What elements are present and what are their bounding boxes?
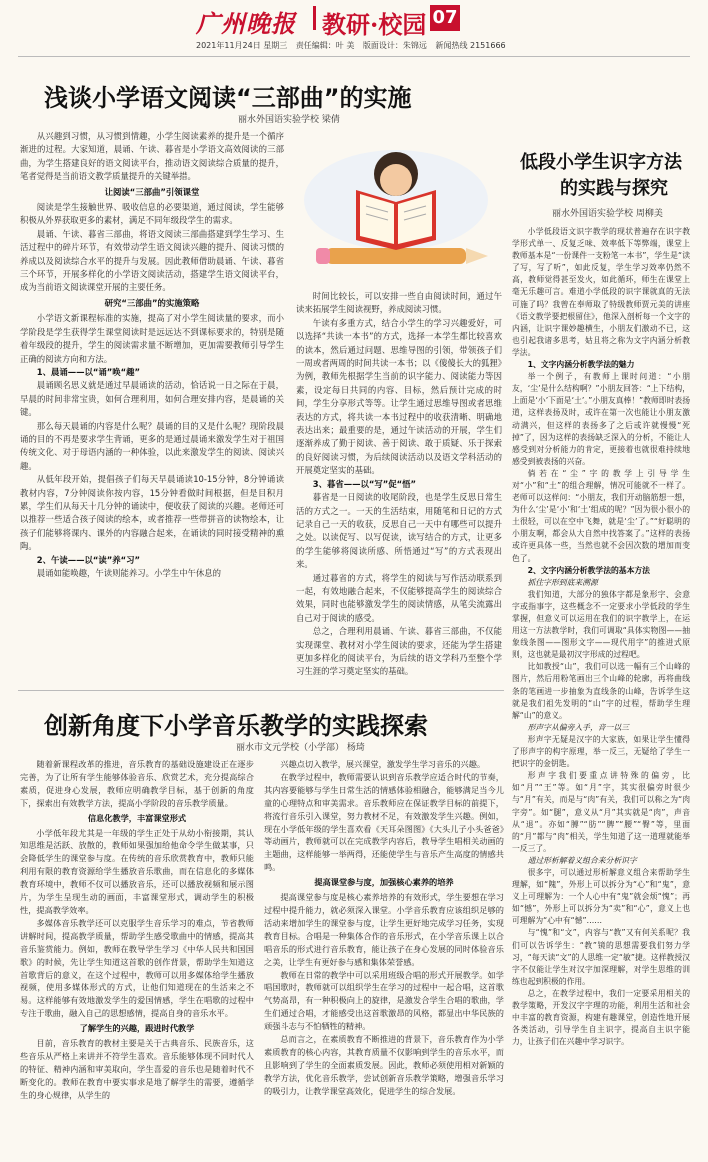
subheading: 研究“三部曲”的实施策略: [104, 297, 200, 308]
method-label: 通过形析解着义组合来分析识字: [527, 855, 637, 865]
paragraph: 小学语文新课程标准的实施，提高了对小学生阅读量的要求，而小学阶段是学生获得学生课堂阅读时是远远达不到课标要求的，特别是随着年级段的提升，学生的阅读需求量不断增加，更加需要教师引导学生正确的阅读方向和方法。: [20, 313, 284, 364]
paragraph: 晨诵顾名思义就是通过早晨诵读的活动，恰话说一日之际在于晨，早晨的时间非常宝贵，如何合理利用，如何合理安排内容，是晨诵的关键。: [20, 380, 284, 418]
paragraph: 举一个例子，有教师上课时问道：“小朋友，‘尘’是什么结构啊？”小朋友回答：“上下结构，上面是‘小’下面是‘土’。”小朋友真棒！”教师即时表扬道，这样表扬及时，或许在第一次也能让小朋友激动满兴，但这样的表扬多了之后或许就慢慢“死掉”了，因为这样的表扬缺乏深入的分析，不能让人感受到对分析能力的肯定，更接着也就很难持续地感受到被表扬的兴奋。: [512, 372, 690, 466]
paragraph: 教师在日常的教学中可以采用班级合唱的形式开展教学。如学唱国歌时，教师就可以组织学生在学习的过程中一起合唱，这首歌气势高昂，有一种积极向上的旋律，是激发合学生合唱的歌曲，学生们通过合唱，才能感受出这首歌激昂的风格，都显出中华民族的顽强斗志与不怕牺牲的精神。: [264, 969, 504, 1032]
article3-author: 丽水外国语实验学校 周柳美: [552, 209, 663, 219]
masthead-separator: [313, 6, 316, 30]
designer-credit: 版面设计：朱锦远: [362, 41, 427, 50]
paragraph: 提高课堂参与度是核心素养培养的有效形式，学生要想在学习过程中提升能力，就必须深入课堂。小学音乐教育应该组织足够的活动来增加学生的课堂参与度，让学生更好地完成学习任务，实现教育目标。合唱是一种集体合作的音乐形式，在小学音乐课上以合唱音乐的形式进行音乐教育，能让孩子在身心发展的同时体验音乐之美，让学生有更好参与感和集体荣誉感。: [264, 892, 504, 967]
info-bar: [196, 40, 506, 54]
header-rule: [18, 56, 690, 57]
article3-column: [512, 226, 690, 1156]
paragraph: 倘若在“尘”字的教学上引导学生对“小”和“土”的组合理解，情况可能就不一样了。老师可以这样问：“小朋友，我们开动脑筋想一想，为什么‘尘’是‘小’和‘土’组成的呢？”因为很小很小的土很轻，可以在空中飞舞，就是‘尘’了。”“好聪明的小朋友啊，都会从大自然中找答案了。”这样的表扬或许更具体一些，当然也就不会因次数的增加而变色了。: [512, 468, 690, 563]
subheading: 提高课堂参与度，加强核心素养的培养: [314, 877, 454, 888]
paragraph: 晨诵如能唤趣，午读则能养习。小学生中午休息的: [36, 568, 222, 578]
paragraph: 目前，音乐教育的教材主要是关于古典音乐、民族音乐，这些音乐从严格上来讲并不符学生喜欢。音乐能够体现不同时代人的特征、精神内涵和审美取向，学生喜爱的音乐也是随着时代不断变化的。教师在教育中要实事求是地了解学生的需要，遵循学生的身心规律，从学生的: [20, 1038, 254, 1100]
paragraph: 从低年段开始，提倡孩子们每天早晨诵读10-15分钟，8分钟诵读教材内容，7分钟阅读你按内容，15分钟看做时间根据，但是目积月累，学生们从每天十几分钟的诵读中，便收获了阅读的兴趣。老师还可以推荐一些适合孩子阅读的绘本，或者推荐一些带拼音的读物绘本，让孩子们能够将课内、课外的内容融合起来，在诵读的同时接受精神的熏陶。: [20, 474, 284, 552]
subheading: 2、文字内涵分析教学法的基本方法: [527, 565, 650, 575]
page-number: 07: [430, 5, 460, 31]
paragraph: 随着新课程改革的推进，音乐教育的基础设施建设正在逐步完善，为了让所有学生能够体验音乐、欣赏艺术，充分提高综合素质，促进身心发展，教师应明确教学目标，基于创新的角度下，探索出有效教学方法，提高小学阶段的音乐教学质量。: [20, 759, 254, 808]
paragraph: 比如教授“山”，我们可以选一幅有三个山峰的图片，然后用粉笔画出三个山峰的轮廓，再将曲线条的笔画进一步抽象为直线条的山峰，告诉学生这就是我们祖先发明的“山”字的过程，帮助学生理解“山”的意义。: [512, 662, 690, 720]
article2-column-1: [20, 758, 254, 1158]
article3-title-line-1: 低段小学生识字方法: [520, 152, 682, 173]
subheading: 了解学生的兴趣，跟进时代教学: [79, 1023, 195, 1034]
paragraph: 阅读是学生接触世界、吸收信息的必要渠道，通过阅读，学生能够积极从外界获取更多的素材，满足不同年级段学生的需求。: [20, 202, 284, 226]
paragraph: 我们知道，大部分的独体字都是象形字、会意字或指事字，这些概念不一定要求小学低段的学生掌握，但意义可以运用在我们的识字教学上，在运用这一方法教学时，我们可调取“具体实物图——抽象线条图——图形文字——现代用字”的推进式原则，这也就是最初汉字形成的过程吧。: [512, 589, 690, 660]
paper-name: 广州晚报: [196, 9, 296, 38]
paragraph: 多媒体音乐教学还可以克服学生音乐学习的难点，节省教师讲解时间，提高教学质量，帮助学生感受歌曲中的情感，提高其音乐鉴赏能力。例如，教师在教导学生学习《中华人民共和国国歌》的时候，先让学生知道这首歌的创作背景，帮助学生知道这首歌背后的意义，在这个过程中，教师可以用多媒体给学生播放视频，使用多媒体形式的方式，让他们知道现在的生活来之不易。这样能够有效地激发学生的爱国情感，学生在唱歌的过程中专注于歌曲，融入自己的思想感情，提高自身的音乐水平。: [20, 917, 254, 1019]
subheading: 1、文字内涵分析教学法的魅力: [527, 360, 635, 370]
article1-column-1: [20, 130, 284, 685]
subheading: 让阅读“三部曲”引领课堂: [104, 186, 200, 197]
paragraph: 从兴趣到习惯，从习惯到情趣，小学生阅读素养的提升是一个循序渐进的过程。大家知道，晨诵、午读、暮省是小学语文高效阅读的三部曲，为学生搭建良好的语文阅读平台，推动语文阅读综合质量的提升，笔者觉得是当前语文教学质量提升的关键举措。: [20, 131, 284, 182]
reading-child-illustration: [296, 140, 496, 280]
subheading: 1、晨诵——以“诵”唤“趣”: [36, 366, 141, 377]
section-rule: [18, 690, 504, 691]
paragraph: 那么每天晨诵的内容是什么呢？晨诵的目的又是什么呢？现阶段晨诵的目的不再是要求学生背诵，更多的是通过晨诵来激发学生对于祖国传统文化、对于母语内涵的一种体验，以此来激发学生的阅读、阅读兴趣。: [20, 420, 284, 471]
paragraph: 形声字我们要重点讲特殊的偏旁，比如“月”“王”等。如“月”字，其实很偏旁时很少与“月”有关，而是与“肉”有关，我们可以称之为“肉字旁”。如“腿”，意义从“月”其实就是“肉”，声音从“退”。亦如“膊”“肪”“脾”“腰”“臀”等，里面的“月”都与“肉”相关，学生知道了这一道理就能举一反三了。: [512, 771, 690, 853]
paragraph: 小学低段语文识字教学的现状普遍存在识字教学形式单一、反复乏味、效率低下等弊端，课堂上教师基本是“一份课件一支粉笔一本书”，学生是“读了写，写了听”，如此反复，学生学习效率仍然不高，教师觉得甚至发火，如此循环，师生在课堂上毫无乐趣可言。难道小学低段的识字课就真的无法可施了吗？我曾在奉师取了特级教师贾元美的讲座《语文教学要把根留住》，他深入剖析每一个文字的内涵，让识字课妙趣横生，小朋友们激动不已，这也引起我诸多思考，姑且将之称为文字内涵分析教学法。: [512, 227, 690, 357]
subheading: 信息化教学，丰富课堂形式: [87, 812, 187, 823]
method-label: 形声字从偏旁入手，音一以三: [527, 722, 629, 732]
paragraph: 与“愧”和“文”，内容与“教”又有何关系呢？我们可以告诉学生：“教”镜的思想需要我们努力学习，“每天读“文”的人思维一定“敏”捷。这样教授汉字不仅能让学生对汉字加深理解，对学生思维的训练也起到积极的作用。: [512, 928, 690, 986]
paragraph: 总之，在教学过程中，我们一定要采用相关的教学策略，开发汉字字理的功能，利用生活和社会中丰富的教育资源，构建有趣课堂，创造性地开展各类活动，引导学生自主识字，提高自主识字能力，让孩子们在兴趣中学习识字。: [512, 988, 690, 1047]
paragraph: 通过暮省的方式，将学生的阅读与写作活动联系到一起，有效地融合起来，不仅能够提高学生的阅读综合效果，同时也能够激发学生的阅读情感，从笔尖流露出自己对于阅读的感受。: [296, 572, 502, 623]
paragraph: 在教学过程中，教师需要认识到音乐教学应适合时代的节奏，其内容要能够与学生日常生活的情感体验相融合，能够满足当今儿童的心理特点和审美需求。音乐教师应在保证教学目标的前提下，将流行音乐引入课堂，努力教材不足，有效激发学生兴趣。例如，现在小学低年级的学生喜欢看《天耳朵图图》《大头儿子小头爸爸》等动画片，教师就可以在完成教学内容后，教导学生唱相关动画的主题曲，这样能够一举两得，还能使学生与音乐产生高度的情感共鸣。: [264, 771, 504, 873]
paragraph: 时间比较长，可以安排一些自由阅读时间，通过午读来拓展学生阅读视野，养成阅读习惯。: [296, 291, 502, 315]
article1-title: 浅谈小学语文阅读“三部曲”的实施: [44, 84, 412, 112]
subheading: 2、午读——以“读”养“习”: [36, 554, 141, 565]
method-label: 抓住字形到底来溯源: [527, 577, 598, 587]
article1-column-2: [296, 290, 502, 682]
article3-title-line-2: 的实践与探究: [560, 178, 668, 199]
section-name: 教研·校园: [322, 10, 427, 39]
editor-credit: 责任编辑：叶 美: [295, 41, 355, 50]
subheading: 3、暮省——以“写”促“悟”: [312, 478, 417, 489]
article1-author: 丽水外国语实验学校 梁倩: [238, 115, 340, 125]
paragraph: 午读有多重方式，结合小学生的学习兴趣爱好，可以选择“共读一本书”的方式，选择一本学生都比较喜欢的读本，然后通过问题、思维导图的引领，带领孩子们一周或者两周的时间共读一本书；以《傻傻长大的狐狸》为例，教师先根据学生当前的识字能力、阅读能力等因素，设定每日共同的内容、目标，然后预计完成的时间，学生分享形式等等。让学生通过思维导图或者思维表达的方式，将共读一本书过程中的收获清晰、明确地表达出来；最重要的是，通过午读活动的开展，学生们逐渐养成了勤于阅读、善于阅读、敢于质疑、乐于探索的良好阅读习惯，为后续阅读活动以及语文学科活动的开展奠定坚实的基础。: [296, 317, 502, 476]
issue-date: 2021年11月24日 星期三: [196, 41, 288, 50]
paragraph: 总之，合理利用晨诵、午读、暮省三部曲，不仅能实现课堂、教材对小学生阅读的要求，还能为学生搭建更加多样化的阅读平台，为后续的语文学科乃至整个学习生涯的学习奠定坚实的基础。: [296, 626, 502, 677]
paragraph: 晨诵、午读、暮省三部曲，将语文阅读三部曲搭建到学生学习、生活过程中的碎片环节，有效带动学生语文阅读兴趣的提升、阅读习惯的养成以及阅读综合水平的提升与发展。因此教师借助晨诵、午读、暮省三个环节，开展多样化的小学语文阅读活动，搭建学生语文阅读平台，成为当前语文阅读课堂开展的主要任务。: [20, 228, 284, 293]
article2-title: 创新角度下小学音乐教学的实践探索: [44, 712, 428, 740]
paragraph: 形声字无疑是汉字的大家族，如果让学生懂得了形声字的构字原理，举一反三，无疑给了学生一把识字的金钥匙。: [512, 734, 690, 769]
paragraph: 总而言之，在素质教育不断推进的背景下，音乐教育作为小学素质教育的核心内容，其教育质量不仅影响到学生的音乐水平，而且影响到了学生的全面素质发展。因此，教师必须使用相对新颖的教学方法，优化音乐教学，尝试创新音乐教学策略，增强音乐学习的吸引力，让教学课堂高效化，促进学生的综合发展。: [264, 1034, 504, 1096]
article2-column-2: [264, 758, 504, 1158]
paragraph: 暮省是一日阅读的收尾阶段，也是学生反思日常生活的方式之一。一天的生活结束，用随笔和日记的方式记录自己一天的收获，反思自己一天中有哪些可以提升之处。以读促写、以写促读，读写结合的方式，让更多的学生能够将阅读所感、所悟通过“写”的方式表现出来。: [296, 492, 502, 570]
paragraph: 很多字，可以通过形析解意义组合来帮助学生理解，如“隗”，外形上可以拆分为“心”和“鬼”，意义上可理解为：一个人心中有“鬼”就会烦“愧”；再如“憾”，外形上可以拆分为“卖”和“心”，意义上也可理解为“心中有“憾”……: [512, 867, 690, 926]
paragraph: 小学低年段尤其是一年级的学生正处于从幼小衔接期，其认知思维是活跃、放散的，教师如果强加给他命令学生做某事，只会降低学生的课堂参与度。在传统的音乐欣赏教育中，教师只能利用有限的教育资源给学生播放音乐歌曲，而在信息化的多媒体教育环境中，教师不仅可以播放音乐，还可以播放视频和展示图片，为学生呈现生动的画面，丰富课堂形式，调动学生的积极性，提高教学效率。: [20, 827, 254, 915]
news-hotline: 新闻热线 2151666: [435, 41, 506, 50]
article2-author: 丽水市文元学校（小学部） 杨琦: [236, 743, 365, 753]
paragraph: 兴趣点切入教学，展兴课堂，激发学生学习音乐的兴趣。: [280, 759, 486, 769]
masthead: [0, 0, 708, 40]
